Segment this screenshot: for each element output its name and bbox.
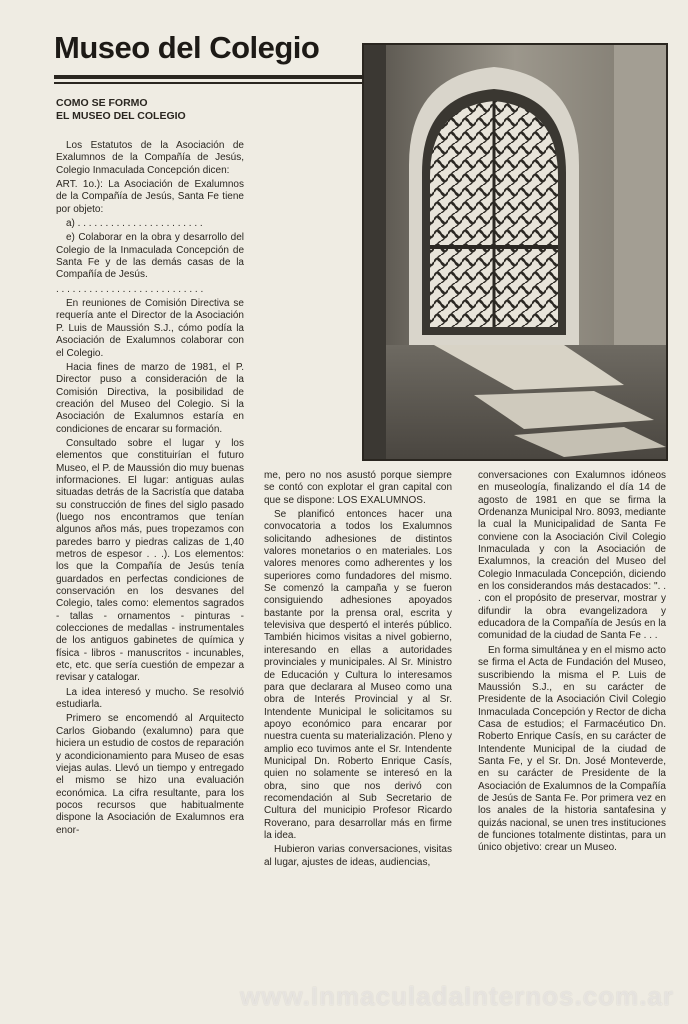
col1-paragraph: e) Colaborar en la obra y desarrollo del Colegio de la Inmaculada Concepción de Santa Fe y de las demás casas de la Compañía de Jesús. xyxy=(56,232,244,281)
page-title: Museo del Colegio xyxy=(54,30,320,65)
section-subheading xyxy=(56,97,186,123)
col2-paragraph: me, pero no nos asustó porque siempre se contó con explotar el gran capital con que se dispone: LOS EXALUMNOS. xyxy=(264,470,452,506)
col1-paragraph: a) . . . . . . . . . . . . . . . . . . . . . . . xyxy=(66,218,203,230)
archway-photo-illustration xyxy=(364,45,666,459)
col1-paragraph: En reuniones de Comisión Directiva se requería ante el Director de la Asociación P. Luis de Maussión S.J., cómo podía la Asociación de Exalumnos colaborar con el Colegio. xyxy=(56,298,244,359)
title-rule-thick xyxy=(54,75,362,79)
subheading-line-2: EL MUSEO DEL COLEGIO xyxy=(56,110,186,122)
col3-paragraph: En forma simultánea y en el mismo acto se firma el Acta de Fundación del Museo, suscribiendo la misma el P. Luis de Maussión S.J., en su carácter de Presidente de la Asociación Civil Colegio Inmaculada Concepción y Rector de dicha Casa de estudios; el Farmacéutico Dn. Roberto Enrique Casís, en su carácter de Intendente Municipal de la ciudad de Santa Fe, y el Sr. Dn. José Monteverde, en su carácter de Presidente de la Asociación de Exalumnos de la Compañía de Jesús de Santa Fe. Por primera vez en los anales de la historia santafesina y quizás nacional, se unen tres instituciones de funciones totalmente distintas, para un único objetivo: crear un Museo. xyxy=(478,644,666,854)
article-column-3 xyxy=(478,470,666,857)
col2-paragraph: Se planificó entonces hacer una convocatoria a todos los Exalumnos solicitando adhesiones de distintos valores monetarios o en materiales. Los valores menores como adherentes y los superiores como fundadores del mismo. Se comenzó la campaña y se fueron consiguiendo adhesiones apoyados bastante por la prensa oral, escrita y televisiva que despertó el interés público. También hicimos visitas a nivel gobierno, interesando en ellas a autoridades provinciales y municipales. Al Sr. Ministro de Educación y Cultura lo interesamos para que declarara al Museo como una obra de Interés Provincial y al Sr. Intendente Municipal le solicitamos su apoyo económico para encarar por nuestra cuenta su materialización. Pleno y amplio eco tuvimos ante el Sr. Intendente Municipal Dn. Roberto Enrique Casís, quien no solamente se interesó en la obra, sino que nos derivó con recomendación al Sub Secretario de Cultura del municipio Profesor Ricardo Roverano, para desarrollar más en firme la idea. xyxy=(264,509,452,841)
subheading-line-1: COMO SE FORMO xyxy=(56,97,148,109)
site-watermark: www.InmaculadaInternos.com.ar xyxy=(239,981,674,1011)
col2-paragraph: Hubieron varias conversaciones, visitas al lugar, ajustes de ideas, audiencias, xyxy=(264,844,452,868)
article-column-1 xyxy=(56,140,244,839)
col1-paragraph: ART. 1o.): La Asociación de Exalumnos de la Compañía de Jesús, Santa Fe tiene por objeto: xyxy=(56,179,244,215)
archway-photo xyxy=(362,43,668,461)
col1-paragraph: Hacia fines de marzo de 1981, el P. Director puso a consideración de la Comisión Directiva, la posibilidad de creación del Museo del Colegio. Si la Asociación de Exalumnos estaría en condiciones de encarar su formación. xyxy=(56,361,244,435)
col1-paragraph: Consultado sobre el lugar y los elementos que constituirían el futuro Museo, el P. de Maussión dio muy buenas informaciones. El lugar: antiguas aulas situadas detrás de la Sacristía que databa su construcción de fines del siglo pasado (luego nos encontramos que tenían algunos años más, pues tropezamos con paredes barro y piedras calizas de 1,40 metros de espesor . . .). Los elementos: los que la Compañía de Jesús tenía guardados en perfectas condiciones de conservación en los desvanes del Colegio, tales como: elementos sagrados - tallas - ornamentos - pinturas - colecciones de medallas - instrumentales de los antiguos gabinetes de química y física - libros - manuscritos - incunables, etc, etc. que sería cuestión de empezar a revisar y catalogar. xyxy=(56,437,244,684)
article-column-2 xyxy=(264,470,452,871)
col1-paragraph: Primero se encomendó al Arquitecto Carlos Giobando (exalumno) para que hiciera un estudio de costos de reparación y acondicionamiento para Museo de esas viejas aulas. Llevó un tiempo y entregado el mismo se hizo una evaluación económica. La cifra resultante, para los pocos recursos que habitualmente dispone la Asociación de Exalumnos era enor- xyxy=(56,713,244,836)
title-rule-thin xyxy=(54,82,362,84)
col1-paragraph: La idea interesó y mucho. Se resolvió estudiarla. xyxy=(56,686,244,711)
col1-paragraph: . . . . . . . . . . . . . . . . . . . . . . . . . . . xyxy=(56,283,204,295)
col3-paragraph: conversaciones con Exalumnos idóneos en museología, finalizando el día 14 de agosto de 1981 en que se firma la Ordenanza Municipal Nro. 8093, mediante la cual la Municipalidad de Santa Fe conviene con la Asociación Civil Colegio Inmaculada y con la Asociación de Exalumnos, la creación del Museo del Colegio Inmaculada Concepción, diciendo en los considerandos más destacados: ". . . con el propósito de preservar, mostrar y difundir la obra evangelizadora y educadora de la Compañía de Jesús en la comunidad de la ciudad de Santa Fe . . . xyxy=(478,470,666,642)
col1-paragraph: Los Estatutos de la Asociación de Exalumnos de la Compañía de Jesús, Colegio Inmaculada Concepción dicen: xyxy=(56,140,244,176)
